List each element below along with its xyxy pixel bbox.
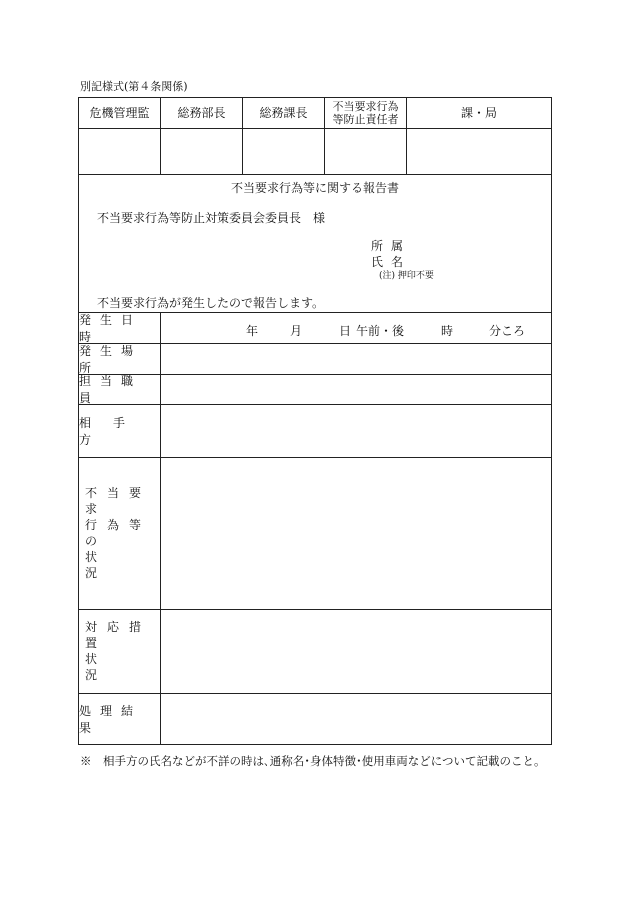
datetime-minute: 分ころ xyxy=(489,324,526,338)
footnote: ※ 相手方の氏名などが不詳の時は､通称名･身体特徴･使用車両などについて記載のこと。 xyxy=(80,754,546,768)
approval-col-section-bureau xyxy=(407,98,551,174)
approval-col-general-affairs-section-chief xyxy=(243,98,325,174)
row-label-response-measures xyxy=(79,609,160,693)
affiliation-label: 所属 xyxy=(371,239,412,253)
divider xyxy=(79,174,551,175)
approval-col-general-affairs-director xyxy=(161,98,243,174)
row-label-occurrence-place: 発生場所 xyxy=(79,343,143,375)
report-title: 不当要求行為等に関する報告書 xyxy=(230,181,399,195)
report-form-frame xyxy=(78,97,552,745)
approval-col-crisis-manager xyxy=(79,98,161,174)
response-line-1: 対応措置 xyxy=(85,620,152,650)
response-line-2: 状況 xyxy=(85,652,142,682)
datetime-month: 月 xyxy=(290,324,303,338)
situation-line-2: 行為等の xyxy=(85,518,152,548)
situation-line-3: 状況 xyxy=(85,550,142,580)
datetime-ampm: 午前・後 xyxy=(356,324,405,338)
addressee: 不当要求行為等防止対策委員会委員長 様 xyxy=(97,211,326,225)
approval-header-crisis-manager: 危機管理監 xyxy=(79,98,160,129)
situation-line-1: 不当要求 xyxy=(85,486,152,516)
approval-header-general-affairs-section-chief: 総務課長 xyxy=(243,98,324,129)
approval-header-prevention-officer: 不当要求行為 等防止責任者 xyxy=(325,98,406,129)
datetime-hour: 時 xyxy=(441,324,454,338)
approval-header-general-affairs-director: 総務部長 xyxy=(161,98,242,129)
form-label: 別記様式(第４条関係) xyxy=(80,80,188,93)
row-label-result: 処理結果 xyxy=(79,703,143,735)
datetime-year: 年 xyxy=(246,324,259,338)
row-label-situation xyxy=(79,457,160,609)
report-statement: 不当要求行為が発生したので報告します。 xyxy=(97,296,325,310)
datetime-day: 日 xyxy=(339,324,352,338)
approval-col-prevention-officer xyxy=(325,98,407,174)
label-column-divider xyxy=(160,312,161,744)
name-label: 氏名 xyxy=(371,255,412,269)
approval-header-section-bureau: 課・局 xyxy=(407,98,551,129)
row-label-occurrence-datetime: 発生日時 xyxy=(79,312,143,344)
row-label-counterpart: 相手方 xyxy=(79,415,148,447)
row-label-staff-in-charge: 担当職員 xyxy=(79,374,143,405)
seal-not-required-note: (注) 押印不要 xyxy=(379,271,434,281)
approval-table xyxy=(79,98,551,174)
